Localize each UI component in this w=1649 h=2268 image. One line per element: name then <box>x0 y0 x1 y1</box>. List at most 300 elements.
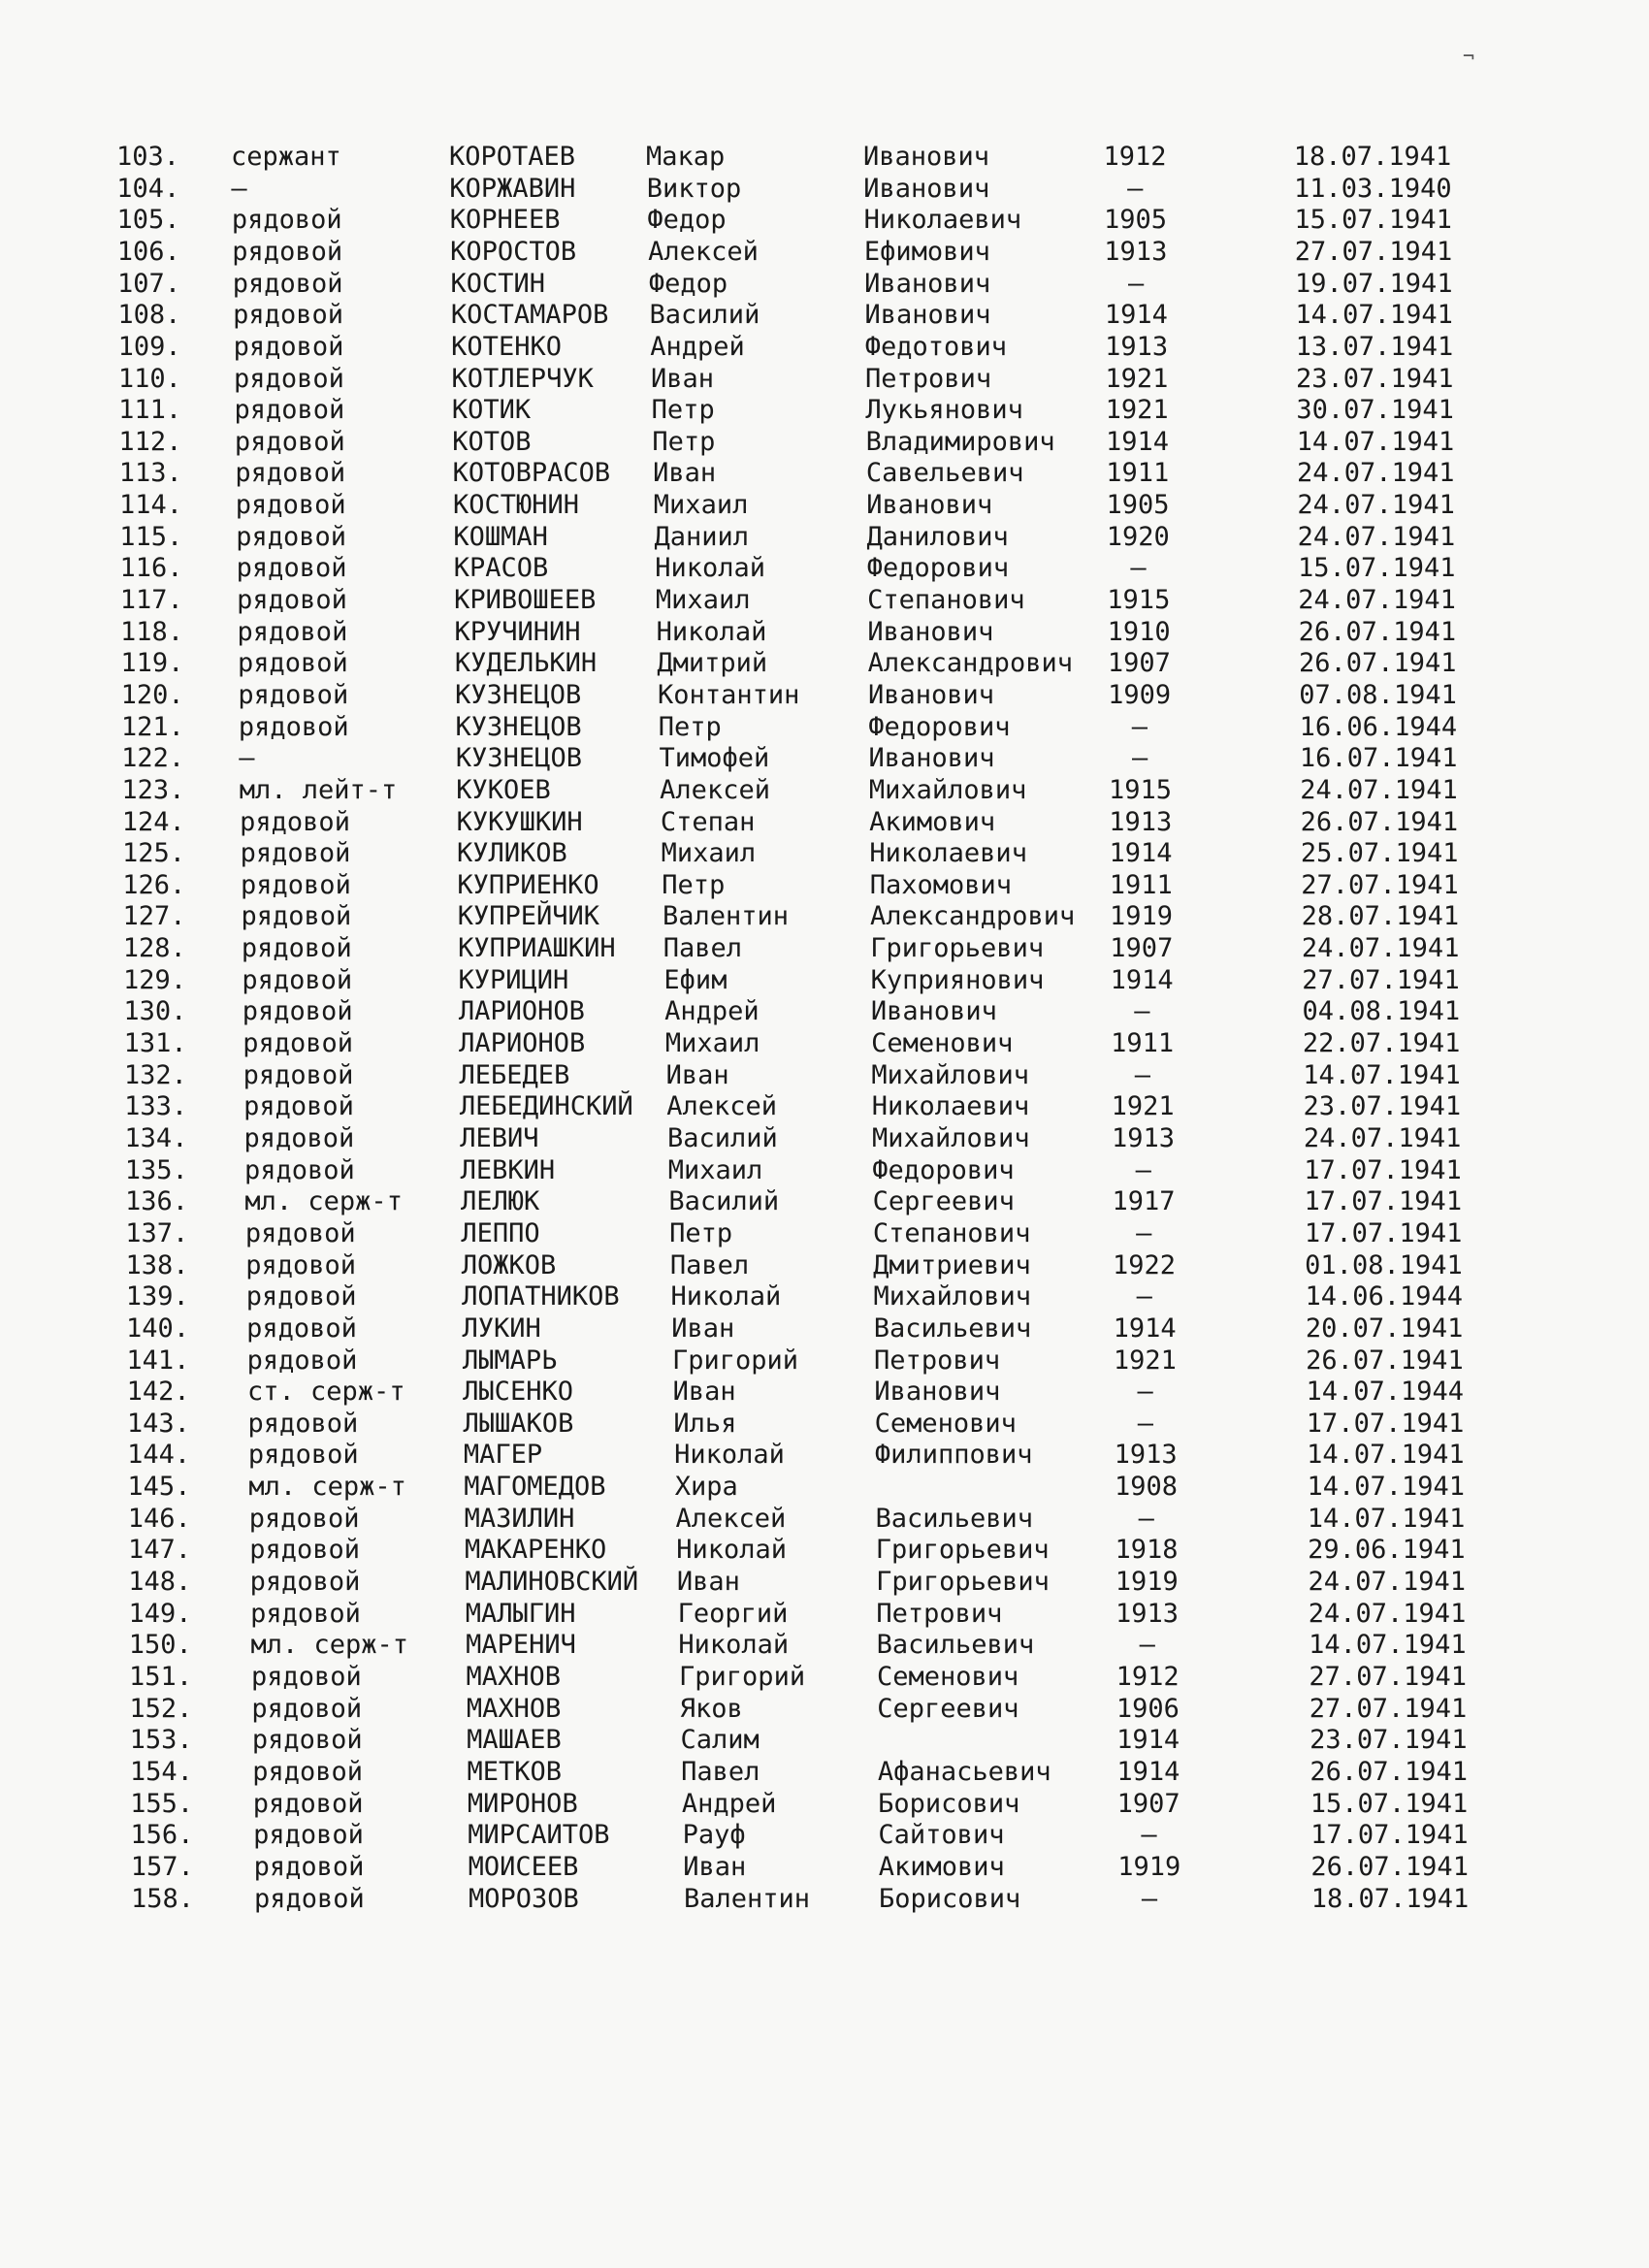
table-row <box>0 1472 1649 1503</box>
cell-surname: КОТОВРАСОВ <box>452 458 611 489</box>
cell-rank: рядовой <box>238 679 349 710</box>
cell-year: – <box>1136 1217 1152 1248</box>
cell-surname: ЛЕЛЮК <box>461 1186 540 1217</box>
cell-patronymic: Григорьевич <box>876 1567 1050 1598</box>
cell-surname: ЛОПАТНИКОВ <box>462 1281 620 1312</box>
cell-date: 24.07.1941 <box>1296 458 1455 489</box>
cell-patronymic: Сергеевич <box>877 1693 1019 1724</box>
cell-patronymic: Иванович <box>863 173 990 204</box>
cell-surname: КРУЧИНИН <box>454 616 581 647</box>
cell-surname: КОРНЕЕВ <box>449 205 561 236</box>
cell-patronymic: Васильевич <box>873 1312 1032 1344</box>
cell-patronymic: Иванович <box>870 996 997 1027</box>
cell-num: 141. <box>126 1345 190 1376</box>
table-row <box>0 332 1649 363</box>
cell-year: – <box>1132 743 1148 774</box>
cell-rank: рядовой <box>238 711 349 742</box>
cell-rank: рядовой <box>249 1535 360 1566</box>
cell-num: 156. <box>130 1820 194 1851</box>
cell-year: 1908 <box>1114 1472 1178 1503</box>
cell-num: 109. <box>117 331 181 362</box>
cell-surname: ЛЫМАРЬ <box>462 1345 558 1376</box>
cell-year: 1913 <box>1104 236 1168 267</box>
table-row <box>0 965 1649 996</box>
table-row <box>0 1599 1649 1630</box>
cell-num: 122. <box>121 743 185 774</box>
cell-rank: рядовой <box>241 869 351 900</box>
cell-rank: рядовой <box>233 331 344 362</box>
cell-name: Макар <box>646 142 726 172</box>
cell-year: – <box>1131 711 1148 742</box>
cell-rank: рядовой <box>236 553 347 584</box>
cell-num: 104. <box>116 173 180 204</box>
cell-patronymic: Петрович <box>876 1598 1003 1629</box>
cell-surname: КОСТЮНИН <box>453 490 580 521</box>
cell-patronymic: Федорович <box>872 1154 1015 1185</box>
cell-date: 14.07.1941 <box>1307 1472 1466 1503</box>
cell-patronymic: Борисович <box>879 1883 1021 1914</box>
cell-date: 14.07.1941 <box>1303 1059 1461 1090</box>
cell-rank: рядовой <box>237 648 348 679</box>
cell-name: Петр <box>662 869 726 900</box>
cell-date: 14.07.1944 <box>1306 1377 1465 1408</box>
cell-name: Василий <box>666 1123 778 1153</box>
cell-date: 18.07.1941 <box>1293 142 1452 172</box>
cell-num: 148. <box>128 1567 192 1598</box>
cell-year: 1915 <box>1108 774 1172 805</box>
cell-surname: ЛЕВИЧ <box>460 1123 539 1153</box>
table-row <box>0 1345 1649 1377</box>
cell-name: Василий <box>649 300 760 331</box>
table-row <box>0 427 1649 458</box>
cell-surname: КОРОСТОВ <box>450 236 577 267</box>
cell-name: Иван <box>683 1851 747 1882</box>
table-row <box>0 1884 1649 1915</box>
table-row <box>0 1281 1649 1312</box>
cell-year: 1921 <box>1113 1345 1177 1376</box>
cell-patronymic: Васильевич <box>875 1503 1034 1534</box>
cell-surname: ЛЕБЕДЕВ <box>459 1059 570 1090</box>
cell-patronymic: Михайлович <box>868 774 1027 805</box>
cell-name: Михаил <box>661 838 757 869</box>
cell-date: 26.07.1941 <box>1298 616 1457 647</box>
cell-date: 18.07.1941 <box>1310 1883 1470 1914</box>
cell-patronymic: Степанович <box>872 1217 1031 1248</box>
table-row <box>0 174 1649 205</box>
cell-year: – <box>1138 1503 1154 1534</box>
table-row <box>0 395 1649 426</box>
cell-date: 24.07.1941 <box>1303 1123 1462 1153</box>
cell-year: 1911 <box>1106 458 1170 489</box>
cell-date: 16.06.1944 <box>1299 711 1458 742</box>
cell-date: 24.07.1941 <box>1298 585 1456 616</box>
cell-date: 14.06.1944 <box>1305 1281 1464 1312</box>
cell-patronymic: Дмитриевич <box>873 1249 1031 1280</box>
cell-num: 121. <box>120 711 184 742</box>
cell-rank: рядовой <box>234 426 345 457</box>
cell-date: 24.07.1941 <box>1300 774 1458 805</box>
cell-name: Георгий <box>677 1598 789 1629</box>
cell-rank: сержант <box>231 142 341 172</box>
cell-patronymic: Николаевич <box>871 1091 1030 1122</box>
cell-date: 19.07.1941 <box>1295 268 1453 299</box>
cell-year: 1907 <box>1116 1788 1180 1819</box>
cell-year: 1913 <box>1114 1440 1178 1471</box>
table-row <box>0 617 1649 648</box>
table-row <box>0 680 1649 711</box>
table-row <box>0 870 1649 901</box>
cell-name: Григорий <box>671 1345 798 1376</box>
cell-date: 26.07.1941 <box>1298 648 1457 679</box>
cell-surname: МАЛИНОВСКИЙ <box>465 1567 639 1598</box>
cell-num: 137. <box>125 1217 189 1248</box>
cell-rank: рядовой <box>232 268 343 299</box>
table-row <box>0 585 1649 616</box>
cell-num: 155. <box>130 1788 194 1819</box>
table-row <box>0 1218 1649 1249</box>
cell-rank: рядовой <box>242 964 353 995</box>
table-row <box>0 1789 1649 1820</box>
cell-name: Дмитрий <box>657 648 768 679</box>
table-row <box>0 1028 1649 1059</box>
table-row <box>0 775 1649 806</box>
cell-name: Николай <box>670 1281 782 1312</box>
cell-num: 130. <box>123 996 187 1027</box>
cell-patronymic: Иванович <box>867 679 994 710</box>
cell-rank: рядовой <box>243 1154 355 1185</box>
cell-num: 118. <box>120 616 184 647</box>
cell-surname: ЛОЖКОВ <box>461 1249 557 1280</box>
cell-name: Петр <box>658 711 722 742</box>
cell-surname: КУКУШКИН <box>456 806 583 837</box>
cell-patronymic: Афанасьевич <box>877 1756 1051 1787</box>
table-row <box>0 1313 1649 1345</box>
cell-rank: рядовой <box>246 1312 357 1344</box>
cell-patronymic: Петрович <box>865 363 992 394</box>
cell-patronymic: Николаевич <box>869 838 1027 869</box>
cell-patronymic: Иванович <box>863 142 990 172</box>
cell-patronymic: Александрович <box>867 648 1073 679</box>
cell-year: 1914 <box>1116 1756 1180 1787</box>
cell-num: 120. <box>120 679 184 710</box>
cell-date: 25.07.1941 <box>1300 838 1459 869</box>
cell-patronymic: Семенович <box>871 1028 1014 1059</box>
table-row <box>0 1377 1649 1408</box>
cell-patronymic: Иванович <box>874 1377 1001 1408</box>
cell-num: 153. <box>129 1725 193 1756</box>
cell-num: 127. <box>122 901 186 932</box>
cell-date: 28.07.1941 <box>1301 901 1460 932</box>
table-row <box>0 901 1649 932</box>
cell-num: 111. <box>118 395 182 426</box>
cell-year: 1907 <box>1110 933 1174 964</box>
cell-rank: рядовой <box>247 1408 359 1439</box>
cell-name: Виктор <box>646 173 742 204</box>
cell-patronymic: Михайлович <box>872 1123 1030 1153</box>
cell-name: Салим <box>680 1725 760 1756</box>
cell-year: 1911 <box>1111 1028 1175 1059</box>
cell-year: 1914 <box>1109 838 1173 869</box>
cell-name: Петр <box>651 395 715 426</box>
cell-surname: КУПРИЕНКО <box>457 869 599 900</box>
cell-num: 154. <box>129 1756 193 1787</box>
cell-year: – <box>1130 553 1147 584</box>
cell-date: 27.07.1941 <box>1309 1693 1468 1724</box>
cell-date: 24.07.1941 <box>1301 933 1460 964</box>
cell-patronymic: Ефимович <box>863 236 990 267</box>
cell-year: – <box>1141 1820 1157 1851</box>
cell-year: 1921 <box>1105 395 1169 426</box>
cell-patronymic: Борисович <box>878 1788 1020 1819</box>
cell-name: Василий <box>668 1186 780 1217</box>
cell-year: – <box>1134 1059 1151 1090</box>
cell-name: Хира <box>674 1472 738 1503</box>
cell-year: 1921 <box>1105 363 1169 394</box>
cell-num: 131. <box>123 1028 187 1059</box>
table-row <box>0 1250 1649 1281</box>
cell-num: 143. <box>126 1408 190 1439</box>
cell-date: 27.07.1941 <box>1294 236 1453 267</box>
cell-date: 14.07.1941 <box>1295 300 1453 331</box>
cell-rank: рядовой <box>246 1345 358 1376</box>
cell-surname: КРИВОШЕЕВ <box>454 585 597 616</box>
cell-name: Тимофей <box>659 743 770 774</box>
cell-year: – <box>1141 1883 1158 1914</box>
cell-name: Николай <box>674 1440 785 1471</box>
cell-name: Степан <box>660 806 756 837</box>
cell-year: 1914 <box>1105 426 1169 457</box>
table-row <box>0 712 1649 743</box>
cell-year: 1919 <box>1115 1567 1179 1598</box>
cell-year: – <box>1137 1408 1154 1439</box>
cell-num: 138. <box>125 1249 189 1280</box>
cell-surname: КОШМАН <box>453 521 548 552</box>
table-row <box>0 1662 1649 1693</box>
cell-date: 23.07.1941 <box>1310 1725 1468 1756</box>
cell-rank: рядовой <box>248 1503 360 1534</box>
cell-rank: рядовой <box>240 806 350 837</box>
cell-year: 1911 <box>1109 869 1173 900</box>
table-row <box>0 1091 1649 1122</box>
cell-year: 1915 <box>1107 585 1171 616</box>
cell-date: 04.08.1941 <box>1302 996 1461 1027</box>
cell-patronymic: Федорович <box>868 711 1011 742</box>
cell-num: 124. <box>121 806 185 837</box>
cell-year: 1905 <box>1104 205 1168 236</box>
cell-surname: МАКАРЕНКО <box>465 1535 607 1566</box>
cell-date: 14.07.1941 <box>1307 1440 1465 1471</box>
cell-rank: мл. серж-т <box>244 1186 403 1217</box>
cell-patronymic: Васильевич <box>876 1630 1035 1661</box>
table-row <box>0 807 1649 838</box>
cell-surname: ЛАРИОНОВ <box>459 1028 586 1059</box>
cell-rank: рядовой <box>236 521 347 552</box>
cell-year: 1913 <box>1109 806 1173 837</box>
cell-num: 106. <box>116 236 180 267</box>
cell-rank: рядовой <box>245 1281 357 1312</box>
cell-num: 149. <box>128 1598 192 1629</box>
cell-year: 1913 <box>1111 1123 1175 1153</box>
cell-patronymic: Михайлович <box>871 1059 1029 1090</box>
cell-surname: КОРОТАЕВ <box>449 142 576 172</box>
cell-num: 123. <box>121 774 185 805</box>
cell-rank: рядовой <box>254 1883 365 1914</box>
cell-patronymic: Семенович <box>876 1661 1019 1692</box>
cell-surname: МАЛЫГИН <box>465 1598 576 1629</box>
cell-year: 1909 <box>1108 679 1172 710</box>
cell-name: Николай <box>678 1630 790 1661</box>
cell-patronymic: Акимович <box>878 1851 1005 1882</box>
table-row <box>0 237 1649 268</box>
cell-num: 107. <box>117 268 181 299</box>
cell-year: – <box>1127 268 1145 299</box>
cell-rank: ст. серж-т <box>247 1377 405 1408</box>
cell-patronymic: Данилович <box>866 521 1009 552</box>
cell-surname: КУПРИАШКИН <box>458 933 616 964</box>
cell-name: Валентин <box>663 901 790 932</box>
cell-patronymic: Иванович <box>864 300 991 331</box>
cell-rank: рядовой <box>234 395 345 426</box>
cell-year: 1919 <box>1110 901 1174 932</box>
cell-rank: рядовой <box>233 300 343 331</box>
table-row <box>0 1852 1649 1883</box>
table-row <box>0 458 1649 489</box>
table-row <box>0 1567 1649 1598</box>
cell-name: Павел <box>681 1756 760 1787</box>
cell-surname: МАЗИЛИН <box>464 1503 575 1534</box>
cell-patronymic: Куприянович <box>870 964 1045 995</box>
cell-num: 150. <box>128 1630 192 1661</box>
cell-year: – <box>1134 996 1150 1027</box>
cell-surname: МАШАЕВ <box>467 1725 562 1756</box>
cell-date: 24.07.1941 <box>1297 490 1455 521</box>
cell-year: – <box>1139 1630 1155 1661</box>
cell-name: Михаил <box>653 490 749 521</box>
cell-name: Михаил <box>664 1028 760 1059</box>
cell-surname: КОСТАМАРОВ <box>450 300 609 331</box>
cell-name: Андрей <box>664 996 760 1027</box>
table-row <box>0 300 1649 331</box>
cell-name: Илья <box>673 1408 737 1439</box>
cell-name: Алексей <box>648 236 759 267</box>
cell-name: Контантин <box>658 679 800 710</box>
cell-num: 119. <box>120 648 184 679</box>
cell-year: 1914 <box>1104 300 1168 331</box>
cell-patronymic: Михайлович <box>873 1281 1032 1312</box>
cell-year: 1914 <box>1113 1312 1177 1344</box>
cell-name: Иван <box>650 363 714 394</box>
cell-date: 17.07.1941 <box>1304 1217 1463 1248</box>
cell-rank: рядовой <box>243 1123 355 1153</box>
cell-rank: рядовой <box>251 1693 363 1724</box>
cell-rank: рядовой <box>232 236 343 267</box>
cell-date: 17.07.1941 <box>1304 1154 1462 1185</box>
cell-date: 29.06.1941 <box>1308 1535 1466 1566</box>
cell-rank: рядовой <box>243 1091 354 1122</box>
cell-name: Михаил <box>655 585 751 616</box>
cell-rank: рядовой <box>252 1788 364 1819</box>
cell-patronymic: Иванович <box>866 490 993 521</box>
cell-date: 17.07.1941 <box>1306 1408 1465 1439</box>
cell-rank: рядовой <box>253 1851 365 1882</box>
cell-surname: КУДЕЛЬКИН <box>454 648 598 679</box>
cell-year: 1913 <box>1116 1598 1180 1629</box>
cell-date: 14.07.1941 <box>1307 1503 1466 1534</box>
cell-year: 1907 <box>1107 648 1171 679</box>
cell-rank: мл. лейт-т <box>239 774 398 805</box>
cell-year: 1912 <box>1116 1661 1180 1692</box>
cell-surname: МОРОЗОВ <box>469 1883 579 1914</box>
cell-surname: КУЗНЕЦОВ <box>455 711 582 742</box>
cell-rank: рядовой <box>241 901 352 932</box>
cell-num: 128. <box>122 933 186 964</box>
cell-num: 115. <box>119 521 183 552</box>
table-row <box>0 490 1649 521</box>
table-row <box>0 553 1649 584</box>
cell-surname: ЛЕППО <box>461 1217 540 1248</box>
cell-num: 147. <box>127 1535 191 1566</box>
cell-num: 151. <box>129 1661 193 1692</box>
cell-name: Иван <box>671 1312 735 1344</box>
cell-name: Павел <box>669 1249 750 1280</box>
cell-name: Даниил <box>654 521 750 552</box>
cell-year: 1922 <box>1113 1249 1177 1280</box>
cell-surname: МОИСЕЕВ <box>468 1851 579 1882</box>
table-row <box>0 205 1649 236</box>
cell-patronymic: Иванович <box>864 268 991 299</box>
cell-name: Петр <box>652 426 716 457</box>
cell-num: 105. <box>116 205 180 236</box>
cell-patronymic: Николаевич <box>863 205 1022 236</box>
cell-surname: КУКОЕВ <box>456 774 551 805</box>
cell-num: 113. <box>118 458 182 489</box>
cell-name: Ефим <box>663 964 728 995</box>
cell-name: Алексей <box>660 774 770 805</box>
cell-patronymic: Петрович <box>874 1345 1001 1376</box>
cell-year: – <box>1135 1154 1151 1185</box>
cell-name: Алексей <box>666 1091 778 1122</box>
cell-rank: рядовой <box>250 1661 362 1692</box>
cell-rank: рядовой <box>242 1059 354 1090</box>
cell-patronymic: Пахомович <box>869 869 1012 900</box>
cell-surname: КРАСОВ <box>453 553 549 584</box>
cell-num: 132. <box>123 1059 187 1090</box>
cell-year: 1913 <box>1105 331 1169 362</box>
cell-rank: рядовой <box>249 1567 361 1598</box>
cell-rank: рядовой <box>237 616 348 647</box>
table-row <box>0 838 1649 869</box>
cell-rank: рядовой <box>242 1028 353 1059</box>
cell-rank: рядовой <box>235 458 346 489</box>
cell-num: 110. <box>117 363 181 394</box>
cell-rank: мл. серж-т <box>248 1472 406 1503</box>
table-row <box>0 522 1649 553</box>
table-row <box>0 1155 1649 1186</box>
cell-patronymic: Филиппович <box>874 1440 1033 1471</box>
cell-num: 144. <box>127 1440 191 1471</box>
cell-num: 146. <box>127 1503 191 1534</box>
table-row <box>0 1725 1649 1756</box>
cell-date: 26.07.1941 <box>1300 806 1459 837</box>
cell-rank: рядовой <box>235 490 346 521</box>
cell-num: 114. <box>118 490 182 521</box>
cell-date: 14.07.1941 <box>1296 426 1455 457</box>
cell-surname: КУРИЦИН <box>458 964 569 995</box>
table-row <box>0 142 1649 173</box>
cell-name: Яков <box>679 1693 743 1724</box>
table-row <box>0 1535 1649 1566</box>
cell-name: Михаил <box>667 1154 763 1185</box>
